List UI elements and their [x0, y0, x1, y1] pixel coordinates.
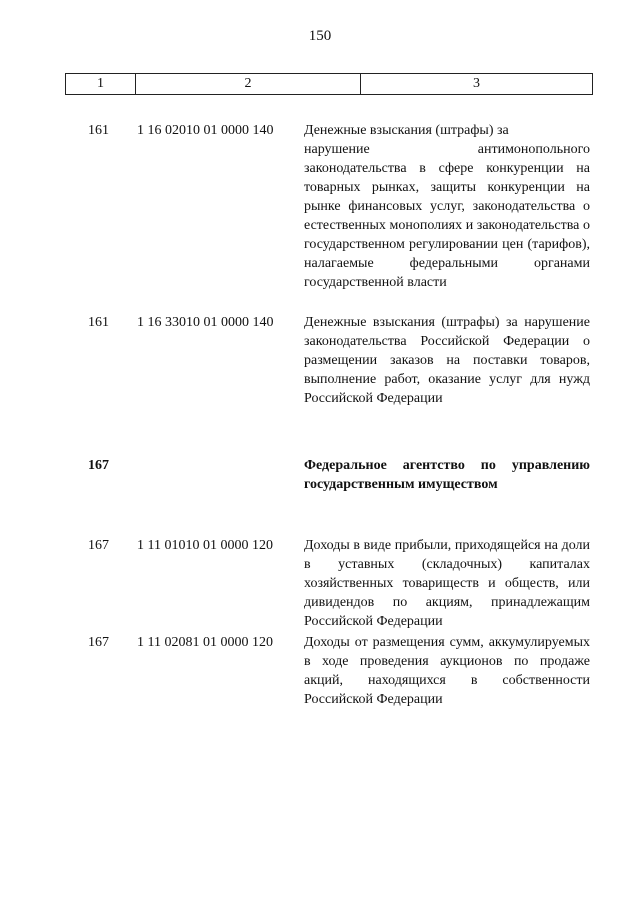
admin-code: 161 — [88, 123, 109, 138]
revenue-description: Денежные взыскания (штрафы) за нарушение законодательства Российской Федерации о размещении заказов на поставки товаров, выполнение работ, оказание услуг для нужд Российской Федерации — [304, 315, 590, 406]
budget-classification-code: 1 16 02010 01 0000 140 — [137, 123, 274, 138]
agency-heading: Федеральное агентство по управлению государственным имуществом — [304, 458, 590, 492]
column-header-1: 1 — [66, 74, 136, 94]
column-header-3: 3 — [473, 76, 480, 91]
admin-code: 167 — [88, 538, 109, 553]
column-header-2: 2 — [136, 74, 361, 94]
revenue-description: Доходы от размещения сумм, аккумулируемых в ходе проведения аукционов по продаже акций, находящихся в собственности Российской Федерации — [304, 635, 590, 707]
table-column-header — [65, 73, 593, 95]
admin-code: 161 — [88, 315, 109, 330]
budget-classification-code: 1 11 01010 01 0000 120 — [137, 538, 273, 553]
budget-classification-code: 1 11 02081 01 0000 120 — [137, 635, 273, 650]
page-number: 150 — [308, 28, 332, 44]
revenue-description: Доходы в виде прибыли, приходящейся на доли в уставных (складочных) капиталах хозяйственных товариществ и обществ, или дивидендов по акциям, принадлежащим Российской Федерации — [304, 538, 590, 629]
budget-classification-code: 1 16 33010 01 0000 140 — [137, 315, 274, 330]
revenue-description: Денежные взыскания (штрафы) за нарушение антимонопольного законодательства в сфере конкуренции на товарных рынках, защиты конкуренции на рынке финансовых услуг, законодательства о естественных монополиях и законодательства о государственном регулировании цен (тарифов), налагаемые федеральными органами государственной власти — [304, 123, 590, 290]
admin-code: 167 — [88, 635, 109, 650]
admin-code: 167 — [88, 458, 109, 473]
